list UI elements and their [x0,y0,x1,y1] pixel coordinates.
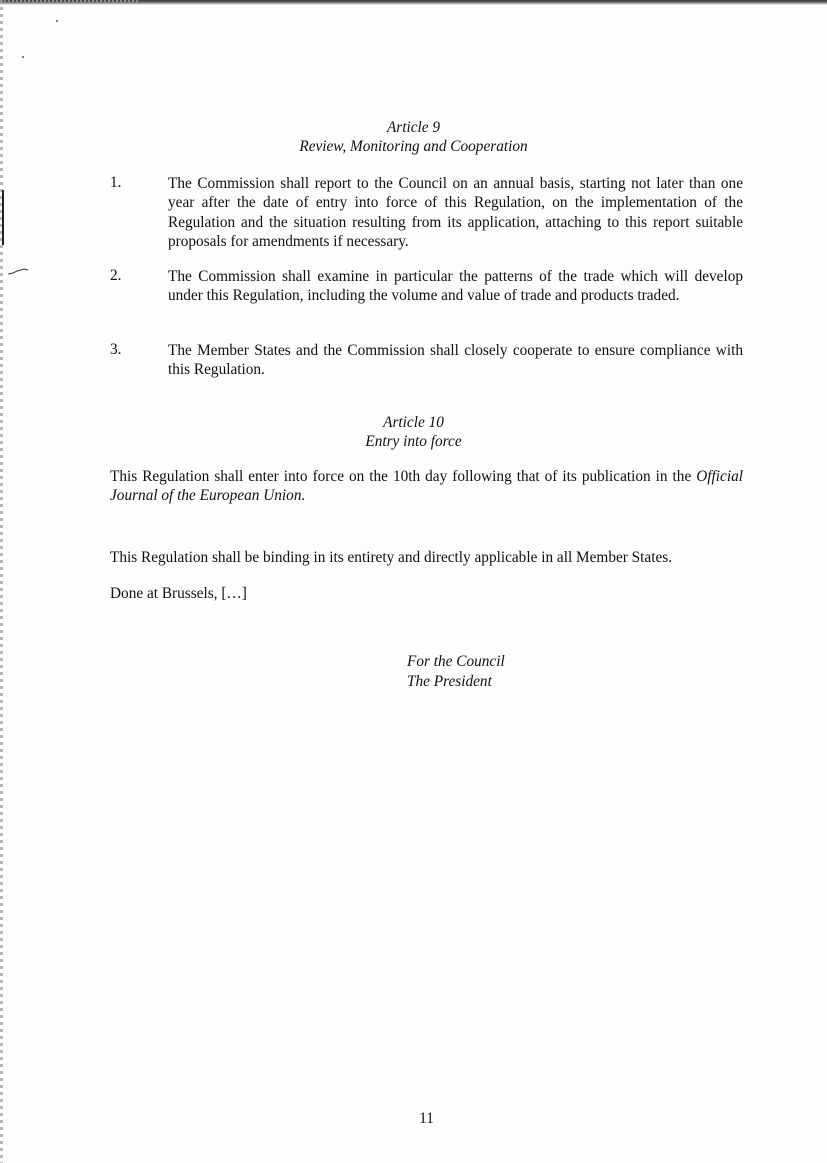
item-text-3: The Member States and the Commission shall closely cooperate to ensure compliance with this Regulation. [168,342,743,379]
article-10-text: This Regulation shall enter into force on the 10th day following that of its publication in the [110,468,697,485]
article-10-subtitle: Entry into force [365,433,462,450]
signature-block [407,652,505,691]
scan-top-edge-dotted [0,0,140,3]
article-10-heading [0,413,827,451]
article-9-heading [0,118,827,156]
article-10-title: Article 10 [383,414,444,431]
article-9-subtitle: Review, Monitoring and Cooperation [299,138,528,155]
item-number-1: 1. [110,174,122,191]
scan-left-edge [0,0,3,1163]
scan-left-mark [2,190,4,245]
scan-speck [56,20,58,22]
item-number-2: 2. [110,267,122,284]
done-at-line: Done at Brussels, […] [110,585,247,602]
article-10-paragraph [110,467,743,506]
page-number: 11 [419,1110,434,1127]
item-number-3: 3. [110,341,122,358]
official-journal-title: Official Journal of the European Union. [110,468,743,505]
scan-squiggle [8,268,30,276]
signature-line-council: For the Council [407,653,505,670]
signature-line-president: The President [407,672,492,690]
item-text-1: The Commission shall report to the Council on an annual basis, starting not later than one year after the date of entry into force of this Regulation, on the implementation of the Regulation and the situation resulting from its application, attaching to this report suitable proposals for amendments if necessary. [168,175,743,250]
scan-speck [22,56,24,58]
article-9-title: Article 9 [386,119,441,136]
item-text-2: The Commission shall examine in particular the patterns of the trade which will develop under this Regulation, including the volume and value of trade and products traded. [168,268,743,305]
binding-paragraph: This Regulation shall be binding in its entirety and directly applicable in all Member States. [110,549,673,566]
